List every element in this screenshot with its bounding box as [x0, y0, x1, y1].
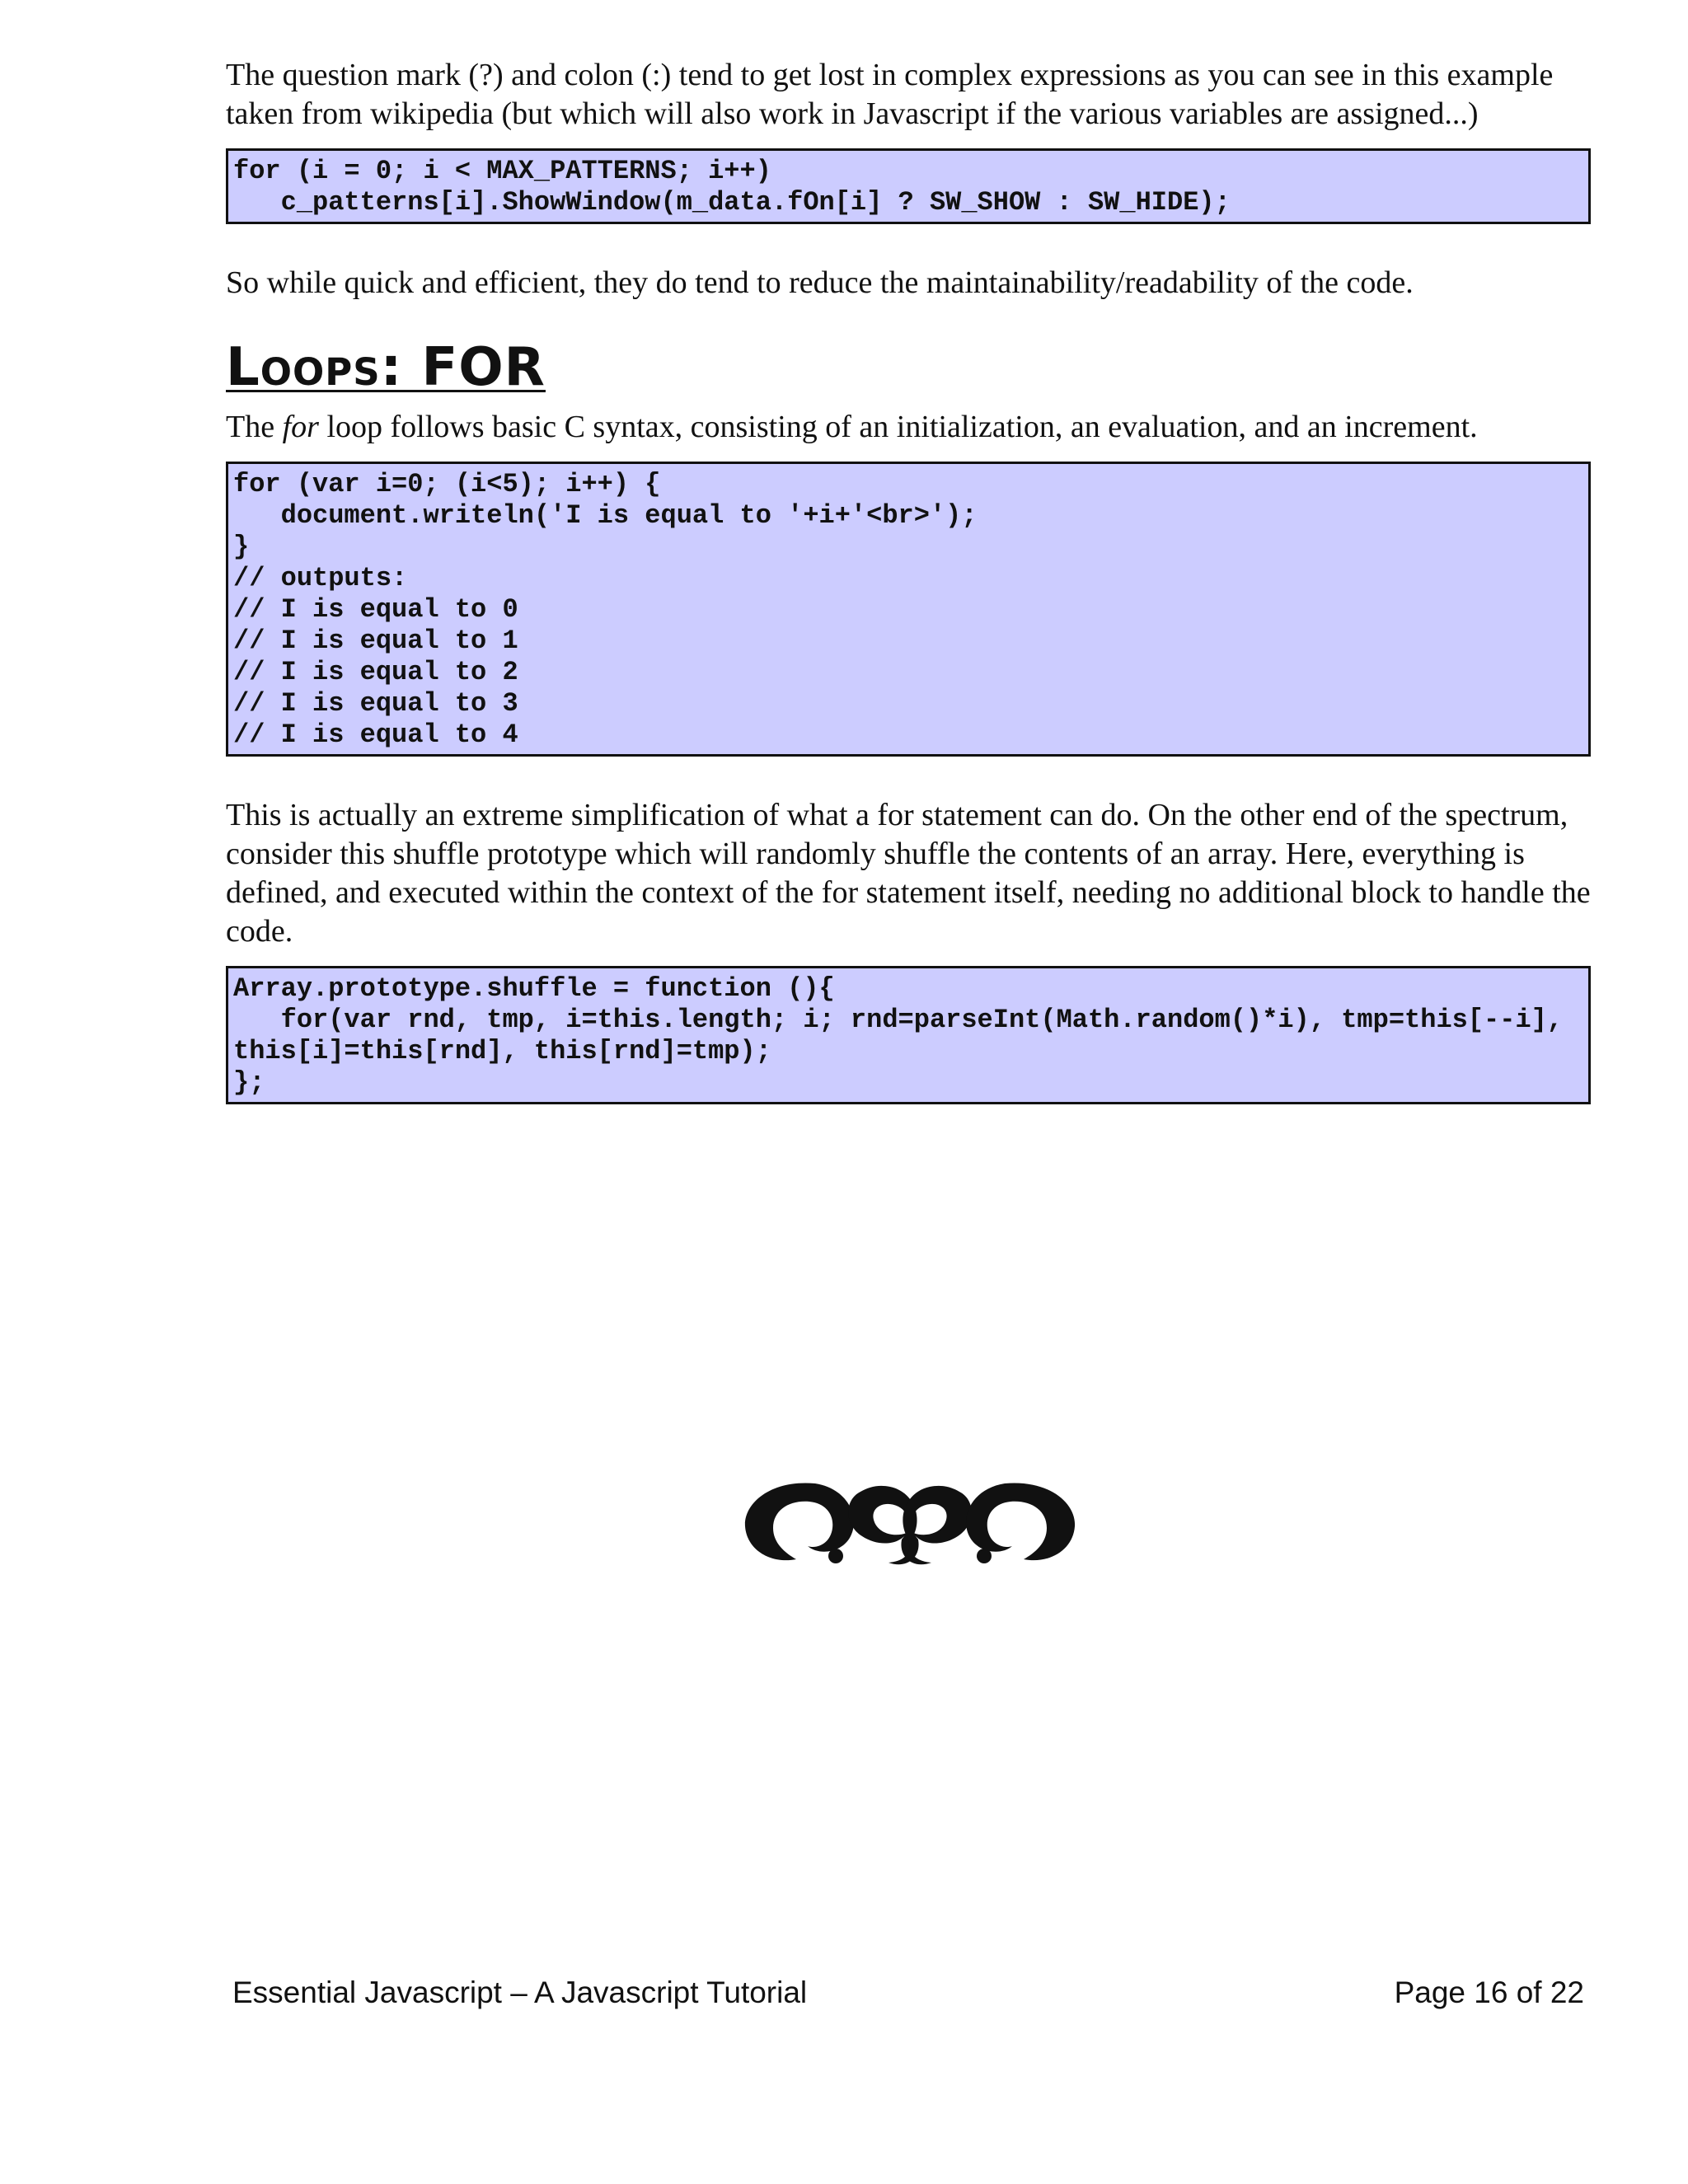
code-line: for (i = 0; i < MAX_PATTERNS; i++) [233, 156, 771, 186]
code-line: // I is equal to 2 [233, 657, 518, 687]
for-paragraph-end: loop follows basic C syntax, consisting of an initialization, an evaluation, and an increment. [318, 410, 1478, 444]
footer-title: Essential Javascript – A Javascript Tutorial [232, 1975, 808, 2009]
section-heading: Loops: FOR [226, 337, 546, 398]
code-line: // I is equal to 3 [233, 688, 518, 719]
code-line: // outputs: [233, 563, 408, 593]
footer-page-number: Page 16 of 22 [1394, 1975, 1584, 2009]
code-line: // I is equal to 4 [233, 719, 518, 750]
code-block-shuffle [226, 966, 1591, 1104]
code-line: c_patterns[i].ShowWindow(m_data.fOn[i] ? SW_SHOW : SW_HIDE); [233, 187, 1231, 218]
code-line: } [233, 532, 250, 562]
code-line: for (var i=0; (i<5); i++) { [233, 469, 661, 499]
page-content [226, 56, 1591, 1104]
intro-paragraph: The question mark (?) and colon (:) tend to get lost in complex expressions as you can see in this example taken from wikipedia (but which will also work in Javascript if the various variables are assigned...) [226, 58, 1554, 131]
maintainability-paragraph: So while quick and efficient, they do tend to reduce the maintainability/readability of the code. [226, 265, 1414, 300]
code-line: for(var rnd, tmp, i=this.length; i; rnd=parseInt(Math.random()*i), tmp=this[--i], this[i]=this[rnd], this[rnd]=tmp); [233, 1005, 1579, 1066]
for-paragraph [226, 408, 1591, 447]
code-line: document.writeln('I is equal to '+i+'<br>'); [233, 500, 978, 531]
for-keyword-emphasis: for [282, 410, 319, 444]
code-line: Array.prototype.shuffle = function (){ [233, 973, 835, 1004]
fleuron-ornament-icon [737, 1467, 1083, 1574]
shuffle-paragraph: This is actually an extreme simplification of what a for statement can do. On the other end of the spectrum, consider this shuffle prototype which will randomly shuffle the contents of an array. Here, everything is defined, and executed within the context of the for statement itself, needing no additional block to handle the code. [226, 798, 1591, 949]
code-line: // I is equal to 0 [233, 594, 518, 625]
code-line: // I is equal to 1 [233, 626, 518, 656]
code-line: }; [233, 1067, 265, 1098]
code-block-ternary [226, 148, 1591, 224]
for-paragraph-start: The [226, 410, 283, 444]
code-block-for-loop [226, 462, 1591, 757]
